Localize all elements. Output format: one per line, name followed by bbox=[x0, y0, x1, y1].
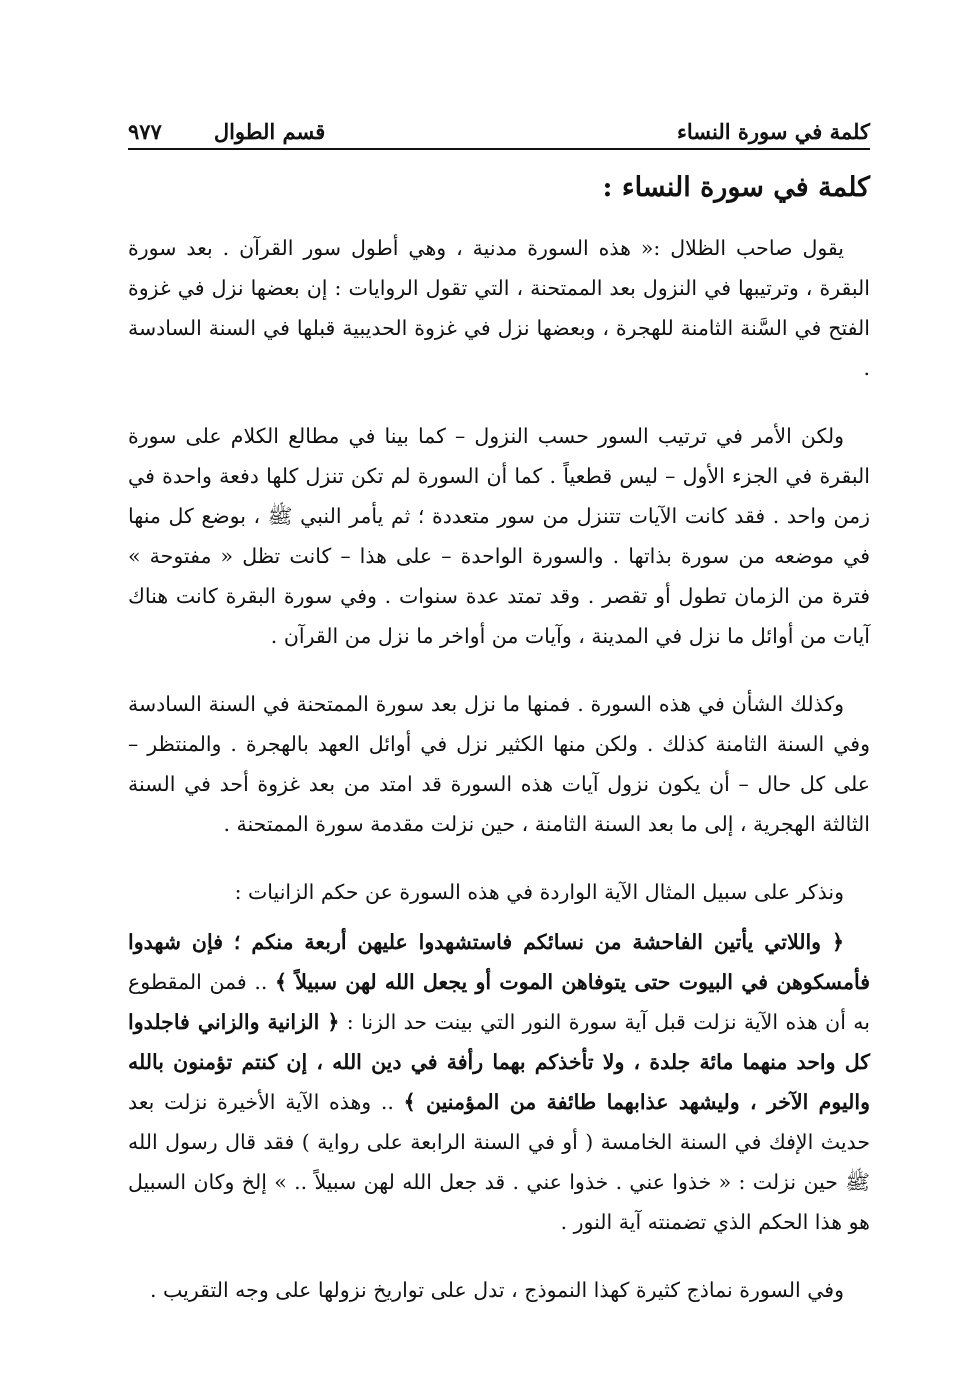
header-left-group bbox=[128, 119, 325, 144]
quran-verse-2: ﴿ الزانية والزاني فاجلدوا كل واحد منهما مائة جلدة ، ولا تأخذكم بهما رأفة في دين الله ، إن كنتم تؤمنون بالله واليوم الآخر ، وليشهد عذابهما طائفة من المؤمنين ﴾ bbox=[128, 1010, 870, 1114]
paragraph-6: وفي السورة نماذج كثيرة كهذا النموذج ، تدل على تواريخ نزولها على وجه التقريب . bbox=[149, 1278, 844, 1302]
paragraph-1: يقول صاحب الظلال :« هذه السورة مدنية ، وهي أطول سور القرآن . بعد سورة البقرة ، وترتيبها في النزول بعد الممتحنة ، التي تقول الروايات : إن بعضها نزل في غزوة الفتح في السَّنة الثامنة للهجرة ، وبعضها نزل في غزوة الحديبية قبلها في السنة السادسة . bbox=[128, 236, 870, 380]
header-surah-title: كلمة في سورة النساء bbox=[677, 119, 870, 144]
quran-verse-1: ﴿ واللاتي يأتين الفاحشة من نسائكم فاستشهدوا عليهن أربعة منكم ؛ فإن شهدوا فأمسكوهن في البيوت حتى يتوفاهن الموت أو يجعل الله لهن سبيلاً ﴾ bbox=[128, 930, 870, 994]
header-section: قسم الطوال bbox=[213, 119, 326, 144]
running-header bbox=[128, 104, 870, 150]
page-number: ٩٧٧ bbox=[128, 119, 162, 144]
paragraph-2: ولكن الأمر في ترتيب السور حسب النزول – كما بينا في مطالع الكلام على سورة البقرة في الجزء الأول – ليس قطعياً . كما أن السورة لم تكن تنزل كلها دفعة واحدة في زمن واحد . فقد كانت الآيات تتنزل من سور متعددة ؛ ثم يأمر النبي ﷺ ، بوضع كل منها في موضعه من سورة بذاتها . والسورة الواحدة – على هذا – كانت تظل « مفتوحة » فترة من الزمان تطول أو تقصر . وقد تمتد عدة سنوات . وفي سورة البقرة كانت هناك آيات من أوائل ما نزل في المدينة ، وآيات من أواخر ما نزل من القرآن . bbox=[128, 424, 870, 648]
paragraph-4: ونذكر على سبيل المثال الآية الواردة في هذه السورة عن حكم الزانيات : bbox=[234, 880, 844, 904]
paragraph-5-text-1: .. فمن المقطوع به أن هذه الآية نزلت قبل آية سورة النور التي بينت حد الزنا : bbox=[128, 970, 870, 1034]
paragraph-3: وكذلك الشأن في هذه السورة . فمنها ما نزل بعد سورة الممتحنة في السنة السادسة وفي السنة الثامنة كذلك . ولكن منها الكثير نزل في أوائل العهد بالهجرة . والمنتظر – على كل حال – أن يكون نزول آيات هذه السورة قد امتد من بعد غزوة أحد في السنة الثالثة الهجرية ، إلى ما بعد السنة الثامنة ، حين نزلت مقدمة سورة الممتحنة . bbox=[128, 692, 870, 836]
page-content bbox=[128, 162, 870, 1338]
section-title: كلمة في سورة النساء : bbox=[602, 172, 870, 203]
paragraph-5-text-2: .. وهذه الآية الأخيرة نزلت بعد حديث الإفك في السنة الخامسة ( أو في السنة الرابعة على رواية ) فقد قال رسول الله ﷺ حين نزلت : « خذوا عني . خذوا عني . قد جعل الله لهن سبيلاً .. » إلخ وكان السبيل هو هذا الحكم الذي تضمنته آية النور . bbox=[128, 1090, 870, 1234]
paragraph-5 bbox=[128, 922, 870, 1242]
